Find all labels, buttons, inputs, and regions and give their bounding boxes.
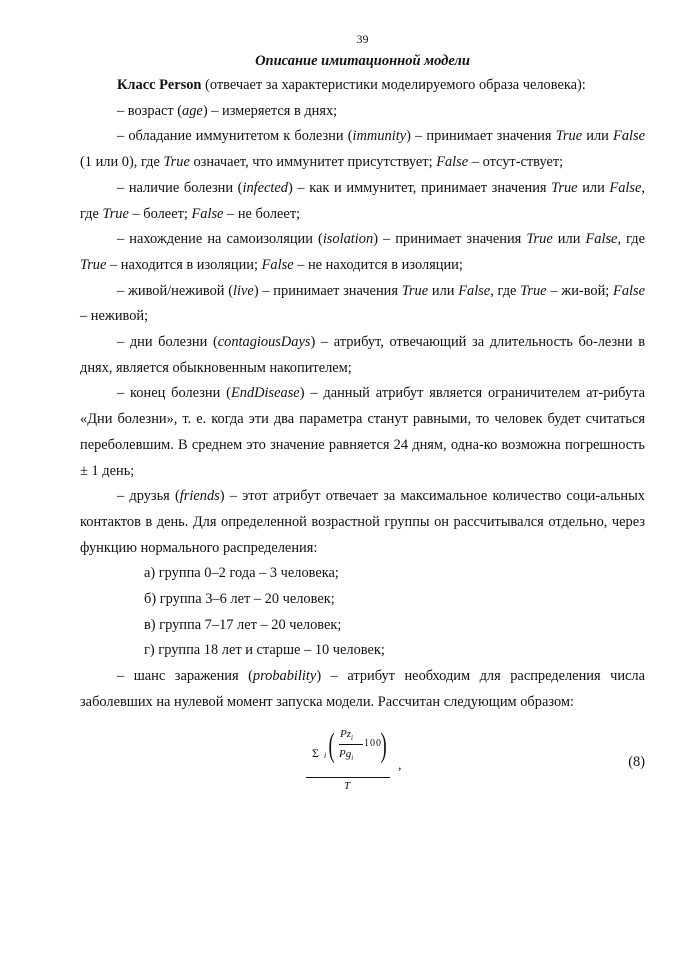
paragraph-friends: – друзья (friends) – этот атрибут отвечает за максимальное количество соци-альных контактов в день. Для определенной возрастной группы он рассчитывался отдельно, через функцию нормального распределения: bbox=[80, 488, 645, 556]
right-paren: ) bbox=[380, 726, 387, 764]
section-title: Описание имитационной модели bbox=[255, 53, 470, 69]
attr-probability: probability bbox=[252, 668, 317, 685]
inner-fraction-bar bbox=[339, 744, 363, 745]
class-name: Класс Person bbox=[117, 77, 202, 93]
paragraph-isolation: – нахождение на самоизоляции (isolation) – принимает значения True или False, где True – находится в изоляции; False – не находится в изоляции; bbox=[80, 231, 646, 273]
equation-number: (8) bbox=[628, 753, 645, 770]
paragraph-contagious-days: – дни болезни (contagiousDays) – атрибут, отвечающий за длительность бо-лезни в днях, является обыкновенным накопителем; bbox=[80, 334, 645, 376]
paragraph-probability: – шанс заражения (probability) – атрибут необходим для распределения числа заболевших на нулевой момент запуска модели. Рассчитан следующим образом: bbox=[80, 668, 645, 710]
attr-infected: infected bbox=[242, 179, 289, 196]
list-item: г) группа 18 лет и старше – 10 человек; bbox=[144, 642, 385, 659]
formula-denominator: T bbox=[344, 779, 351, 792]
factor-100: 100 bbox=[364, 737, 382, 749]
paragraph-live: – живой/неживой (live) – принимает значения True или False, где True – жи-вой; False – неживой; bbox=[80, 282, 646, 325]
attr-immunity: immunity bbox=[352, 128, 407, 145]
paragraph-end-disease: – конец болезни (EndDisease) – данный атрибут является ограничителем ат-рибута «Дни болезни», т. е. когда эти два параметра станут равными, то человек будет считаться переболевшим. В среднем это значение равняется 24 дням, одна-ко возможна погрешность ± 1 день; bbox=[80, 385, 645, 479]
attr-age: age bbox=[182, 102, 203, 119]
list-item: в) группа 7–17 лет – 20 человек; bbox=[144, 616, 342, 633]
formula-fraction bbox=[306, 724, 396, 796]
inner-denominator: $Pg_i$ bbox=[339, 747, 354, 762]
paragraph-age: – возраст (age) – измеряется в днях; bbox=[117, 102, 338, 119]
list-item: а) группа 0–2 года – 3 человека; bbox=[144, 565, 339, 582]
formula-comma: , bbox=[398, 757, 402, 773]
list-item: б) группа 3–6 лет – 20 человек; bbox=[144, 591, 335, 608]
left-paren: ( bbox=[328, 726, 335, 764]
sum-symbol: Σ bbox=[312, 745, 319, 760]
page bbox=[80, 30, 645, 804]
attr-live: live bbox=[233, 282, 254, 299]
attr-friends: friends bbox=[179, 488, 220, 505]
formula-8 bbox=[80, 724, 645, 804]
sum-index: i bbox=[324, 750, 327, 760]
page-number: 39 bbox=[356, 32, 369, 46]
attr-contagious-days: contagiousDays bbox=[217, 334, 311, 351]
attr-end-disease: EndDisease bbox=[230, 385, 300, 402]
formula-numerator bbox=[306, 726, 396, 776]
inner-numerator: $Pz_i$ bbox=[340, 727, 353, 742]
paragraph-infected: – наличие болезни (infected) – как и иммунитет, принимает значения True или False, где True – болеет; False – не болеет; bbox=[80, 179, 645, 222]
paragraph-immunity: – обладание иммунитетом к болезни (immunity) – принимает значения True или False (1 или 0), где True означает, что иммунитет присутствует; False – отсут-ствует; bbox=[80, 128, 646, 171]
fraction-bar bbox=[306, 777, 390, 778]
attr-isolation: isolation bbox=[322, 231, 374, 248]
paragraph-class-person: Класс Person (отвечает за характеристики моделируемого образа человека): bbox=[117, 77, 586, 93]
